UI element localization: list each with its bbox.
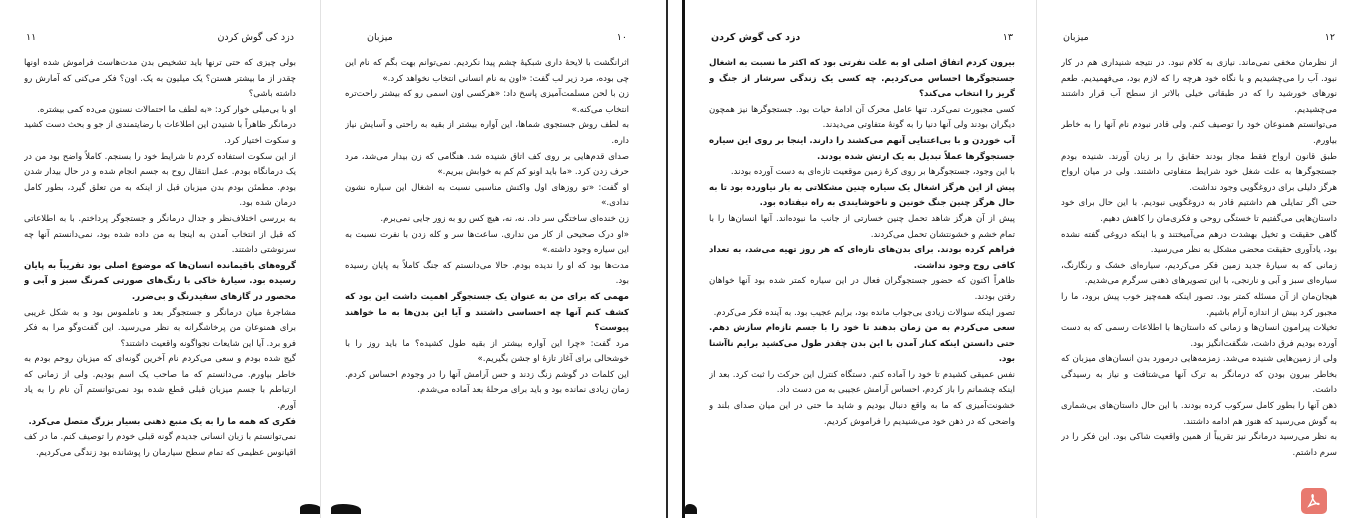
paragraph: به بررسی اختلاف‌نظر و جدال درمانگر و جستجوگر پرداختم. با به اطلاعاتی که قبل از انتخاب آمدن به اینجا به من داده شده بود، نمی‌دانستم آنها چه سرنوشتی داشتند.	[24, 213, 296, 256]
paragraph: از نظرمان مخفی نمی‌ماند. نیازی به کلام نبود. در نتیجه شنیداری هم در کار نبود. آب را می‌چشیدیم و با نگاه خود هرچه را که لازم بود، می‌فهمیدیم. طعم نورهای خورشید را که در طبقاتی خیلی بالاتر از سطح آب قرار داشتند می‌چشیدیم.	[1061, 58, 1337, 115]
page-number: ۱۰	[616, 32, 627, 43]
pdf-icon[interactable]	[1301, 488, 1327, 514]
running-title: دزد کی گوش کردن	[711, 32, 801, 43]
paragraph: پیش از این هرگز اشغال یک سیاره چنین مشکلاتی به بار نیاورده بود تا به حال هرگز چنین جنگ خونین و ناخوشایندی به راه نیفتاده بود.	[709, 182, 1015, 209]
paragraph: سعی می‌کردم به من زمان بدهند تا خود را با جسم تازه‌ام سازش دهم. حتی دانستن اینکه کنار آمدن با این بدن چقدر طول می‌کشید برایم ناآشنا بود.	[709, 323, 1015, 365]
paragraph: «او درک صحیحی از کار من نداری. ساعت‌ها سر و کله زدن با نفرت نسبت به این سیاره وجود داشته.»	[345, 229, 629, 256]
paragraph: مدت‌ها بود که او را ندیده بودم. حالا می‌دانستم که جنگ کاملاً به پایان رسیده بود.	[345, 260, 629, 287]
paragraph: خشونت‌آمیزی که ما به واقع دنبال بودیم و شاید ما حتی در این میان صدای بلند و واضحی که در ذهن خود می‌شنیدیم را فراموش کردیم.	[709, 401, 1015, 427]
paragraph: او گفت: «تو روزهای اول واکنش مناسبی نسبت به اشغال این سیاره نشون ندادی.»	[345, 182, 629, 209]
page-body	[24, 56, 296, 496]
paragraph: این کلمات در گوشم زنگ زدند و حس آرامش آنها را در وجودم احساس کردم. زمان زیادی نمانده بود و باید برای مرحلۀ بعد آماده می‌شدم.	[345, 369, 629, 396]
paragraph: بیرون کردم اتفاق اصلی او به علت نفرتی بود که اکثر ما نسبت به اشغال جستجوگرها احساس می‌کردیم. چه کسی یک زندگی سرشار از جنگ و گریز را انتخاب می‌کند؟	[709, 58, 1015, 100]
paragraph: تخیلات پیرامون انسان‌ها و زمانی که داستان‌ها با اطلاعات رسمی که به دست آورده بودیم فرق داشت، شگفت‌انگیز بود.	[1061, 323, 1337, 349]
paragraph: طبق قانون ارواح فقط مجاز بودند حقایق را بر زبان آورند. شنیده بودم جستجوگرها به علت شغل خود شرایط متفاوتی داشتند. ولی در میان ارواح هرگز دلیلی برای دروغگویی وجود نداشت.	[1061, 151, 1337, 193]
paragraph: صدای قدم‌هایی بر روی کف اتاق شنیده شد. هنگامی که زن بیدار می‌شد، مرد حرف زدن کرد. «ما باید اونو کم کم به خوابش ببریم.»	[345, 151, 629, 178]
paragraph: با این وجود، جستجوگرها بر روی کرۀ زمین موقعیت تازه‌ای به دست آورده بودند.	[730, 167, 1015, 178]
paragraph: نمی‌توانستم با زبان انسانی جدیدم گونه قبلی خودم را توصیف کنم. ما در کف اقیانوس عظیمی که تمام سطح سیارمان را پوشانده بود زندگی می‌کردیم.	[24, 432, 296, 458]
paragraph: حتی اگر تمایلی هم داشتیم قادر به دروغگویی نبودیم. با این حال برای خود داستان‌هایی می‌گفتیم تا خستگی روحی و فکری‌مان را کاهش دهیم.	[1061, 198, 1337, 224]
paragraph: ظاهراً اکنون که حضور جستجوگران فعال در این سیاره کمتر شده بود آنها خواهان رفتن بودند.	[709, 276, 1015, 302]
paragraph: آب خوردن و با بی‌اعتنایی آنهم می‌کشند را دارند. اینجا بر روی این سیاره جستجوگرها عملاً تبدیل به یک ارتش شده بودند.	[709, 135, 1015, 162]
paragraph: پیش از آن هرگز شاهد تحمل چنین خسارتی از جانب ما نبوده‌اند. آنها انسان‌ها را با تمام خشم و خشونتشان تحمل می‌کردند.	[709, 213, 1015, 240]
paragraph: گیج شده بودم و سعی می‌کردم نام آخرین گونه‌ای که میزبان روحم بودم به خاطر بیاورم. می‌دانستم که ما صاحب یک اسم بودیم. ولی از زمانی که ارتباطم با جسم میزبان قبلی قطع شده بود نمی‌توانستم آن نام را به یاد آورم.	[24, 354, 296, 412]
page-number: ۱۱	[26, 32, 37, 43]
running-title: دزد کی گوش کردن	[217, 32, 294, 43]
paragraph: مهمی که برای من به عنوان یک جستجوگر اهمیت داشت این بود که کشف کنم آنها چه احساسی داشتند و آیا این بدن‌ها به ما خواهند پیوست؟	[345, 291, 629, 334]
page-header	[711, 32, 1013, 46]
paragraph: به نظر می‌رسید درمانگر نیز تقریباً از همین واقعیت شاکی بود. این فکر را در سرم داشتم.	[1061, 432, 1337, 458]
page-body	[345, 56, 629, 496]
paragraph: فکری که همه ما را به یک منبع ذهنی بسیار بزرگ متصل می‌کرد.	[28, 416, 296, 427]
page-body	[1061, 56, 1337, 496]
book-page-right-inner	[682, 0, 1039, 518]
book-page-left-outer	[0, 0, 320, 518]
running-title: میزبان	[367, 32, 393, 43]
page-number: ۱۲	[1324, 32, 1335, 43]
page-header	[347, 32, 627, 46]
paragraph: می‌توانستم همنوعان خود را توصیف کنم. ولی قادر نبودم نام آنها را به خاطر بیاورم.	[1061, 120, 1337, 146]
book-spine	[666, 0, 668, 518]
book-page-left-inner	[320, 0, 653, 518]
page-header	[1063, 32, 1335, 46]
paragraph: تصور اینکه سوالات زیادی بی‌جواب مانده بود، برایم عجیب بود. به آینده فکر می‌کردم.	[713, 307, 1015, 318]
running-title: میزبان	[1063, 32, 1089, 43]
scan-smudge	[331, 504, 361, 514]
paragraph: زن با لحن مسلمت‌آمیزی پاسخ داد: «هرکسی اون اسمی رو که بیشتر راحت‌تره انتخاب می‌کنه.»	[345, 89, 629, 115]
paragraph: ولی از زمین‌هایی شنیده می‌شد. زمزمه‌هایی درمورد بدن انسان‌های میزبان که بخاطر بیرون بودن که درمانگر به ترک آنها می‌شتافت و نیاز به رسیدگی داشت.	[1061, 354, 1337, 396]
paragraph: کسی مجبورت نمی‌کرد. تنها عامل محرک آن ادامۀ حیات بود. جستجوگرها نیز همچون دیگران بودند ولی آنها دنیا را به گونۀ متفاوتی می‌دیدند.	[709, 104, 1015, 131]
paragraph: او با بی‌میلی خوار کرد: «به لطف ما احتمالات نسنون می‌ده کمی بیشتره.	[37, 104, 296, 115]
paragraph: زن خنده‌ای ساختگی سر داد. نه، نه، هیچ کس رو به زور جایی نمی‌برم.	[380, 213, 629, 224]
paragraph: گروه‌های باقیمانده انسان‌ها که موضوع اصلی بود تقریباً به پایان رسیده بود. سیارۀ خاکی با رنگ‌های صورتی کمرنگ سبز و آبی و محصور در گازهای سفیدرنگ و بی‌ضرر.	[24, 260, 296, 302]
paragraph: نفس عمیقی کشیدم تا خود را آماده کنم. دستگاه کنترل این حرکت را ثبت کرد. بعد از اینکه چشمانم را باز کردم، احساس آرامش عجیبی به من دست داد.	[709, 369, 1015, 396]
book-page-right-outer	[1036, 0, 1360, 518]
paragraph: گاهی حقیقت و تخیل بهشدت درهم می‌آمیختند و با اینکه دروغی گفته نشده بود، یادآوری حقیقت محضی مشکل به نظر می‌رسید.	[1061, 229, 1337, 256]
acrobat-glyph-icon	[1306, 493, 1322, 509]
page-body	[709, 56, 1015, 496]
paragraph: اثرانگشت با لایحۀ داری شبکیۀ چشم پیدا نکردیم. نمی‌توانم بهت بگم که نام این چی بوده، مرد زیر لب گفت: «اون به نام انسانی انتخاب نخواهد کرد.»	[345, 58, 629, 84]
page-number: ۱۳	[1002, 32, 1013, 43]
paragraph: مشاجرۀ میان درمانگر و جستجوگر بعد و ناملموس بود و به شکل غریبی برای همنوعان من پرخاشگرانه به نظر می‌رسید. این گفت‌وگو مرا به فکر فرو برد. آیا این شایعات نجواگونه واقعیت داشتند؟	[24, 307, 296, 349]
paragraph: فراهم کرده بودند. برای بدن‌های تازه‌ای که هر روز تهیه می‌شد، به تعداد کافی روح وجود نداشت.	[709, 245, 1015, 271]
paragraph: هیجان‌مان از آن مسئله کمتر بود. تصور اینکه همه‌چیز خوب پیش برود، ما را مجبور کرد بیش از اندازه آرام باشیم.	[1061, 291, 1337, 318]
paragraph: ذهن آنها را بطور کامل سرکوب کرده بودند. با این حال داستان‌های بی‌شماری به گوش می‌رسید که هنوز هم ادامه داشتند.	[1061, 401, 1337, 427]
scan-smudge	[300, 504, 320, 514]
paragraph: درمانگر ظاهراً با شنیدن این اطلاعات با رضایتمندی از جو و بحث دست کشید و سکوت اختیار کرد.	[24, 120, 296, 146]
paragraph: بولی چیزی که حتی ترنها باید تشخیص بدن مدت‌هاست فراموش شده اونها چقدر از ما بیشتر هستن؟ یک میلیون به یک. اون؟ فکر می‌کنی که آمارش رو داشته باشی؟	[24, 58, 296, 100]
scan-smudge	[685, 504, 697, 514]
paragraph: از این سکوت استفاده کردم تا شرایط خود را بسنجم. کاملاً واضح بود من در یک درمانگاه بودم. عمل انتقال روح به جسم انجام شده و در حال بیدار شدن بودم. مطمئن بودم بدن میزبان قبل از اینکه به من تعلق گیرد، بطور کامل درمان شده بود.	[24, 151, 296, 209]
paragraph: مرد گفت: «چرا این آواره بیشتر از بقیه طول کشیده؟ ما باید روز را با خوشحالی برای آغاز تازۀ او جشن بگیریم.»	[345, 338, 629, 365]
paragraph: به لطف روش جستجوی شماها، این آواره بیشتر از بقیه به راحتی و آسایش نیاز داره.	[345, 120, 629, 146]
paragraph: زمانی که به سیارۀ جدید زمین فکر می‌کردیم، سیاره‌ای خشک و رنگارنگ، سیاره‌ای سبز و آبی و نارنجی، با این تصویرهای ذهنی سرگرم می‌شدیم.	[1061, 260, 1337, 287]
page-header	[26, 32, 294, 46]
